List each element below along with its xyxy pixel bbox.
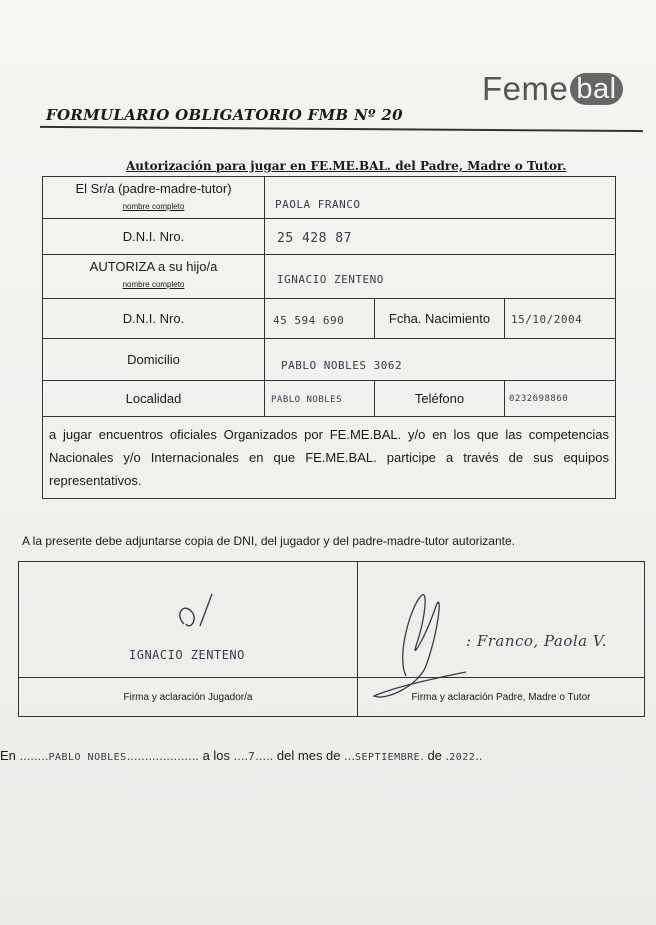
logo-badge: bal <box>570 73 622 105</box>
child-name-cell[interactable] <box>265 255 615 298</box>
table-row <box>43 299 615 339</box>
domicilio-label: Domicilio <box>127 352 180 367</box>
dni-copy-note: A la presente debe adjuntarse copia de DNI, del jugador y del padre-madre-tutor autorizante. <box>22 534 515 548</box>
tutor-dni-cell[interactable] <box>265 219 615 254</box>
child-name-value: IGNACIO ZENTENO <box>277 273 384 286</box>
table-row <box>43 339 615 381</box>
authorization-table <box>42 176 616 499</box>
domicilio-value-cell[interactable] <box>265 339 615 380</box>
localidad-label: Localidad <box>125 391 182 406</box>
tutor-sublabel: nombre completo <box>122 202 185 211</box>
table-row <box>43 381 615 417</box>
player-signature-caption: Firma y aclaración Jugador/a <box>19 677 357 716</box>
footer-day[interactable]: 7 <box>248 750 256 763</box>
dni-label: D.N.I. Nro. <box>122 229 185 244</box>
tutor-name-value: PAOLA FRANCO <box>275 198 361 211</box>
telefono-label: Teléfono <box>414 391 465 406</box>
autoriza-sublabel: nombre completo <box>122 280 185 289</box>
authorization-paragraph: a jugar encuentros oficiales Organizados por FE.ME.BAL. y/o en los que las competencias Nacionales y/o Internacionales en que FE.ME.BAL. participe a través de sus equipos representativos. <box>49 427 609 488</box>
dni2-label: D.N.I. Nro. <box>122 311 185 326</box>
tutor-signature-name: : Franco, Paola V. <box>466 632 607 650</box>
player-signature-area[interactable] <box>19 562 358 716</box>
footer-de: de <box>427 748 442 763</box>
localidad-label-cell <box>43 381 265 416</box>
autoriza-label-cell <box>43 255 265 298</box>
dni2-label-cell <box>43 299 265 338</box>
tutor-signature-area[interactable] <box>358 562 644 716</box>
authorization-subtitle: Autorización para jugar en FE.ME.BAL. del Padre, Madre o Tutor. <box>126 159 567 173</box>
birth-value-cell[interactable] <box>505 299 615 338</box>
birth-label: Fcha. Nacimiento <box>388 311 491 326</box>
table-row <box>43 219 615 255</box>
place-date-line: En ........PABLO NOBLES.................... a los ....7..... del mes de ...SEPTIEMBRE. de .2022.. <box>0 748 483 763</box>
tutor-label: El Sr/a (padre-madre-tutor) <box>75 181 232 196</box>
birth-label-cell <box>375 299 505 338</box>
dni-label-cell <box>43 219 265 254</box>
footer-year[interactable]: 2022 <box>449 752 476 763</box>
telefono-label-cell <box>375 381 505 416</box>
autoriza-label: AUTORIZA a su hijo/a <box>89 259 218 274</box>
femebal-logo <box>482 70 623 108</box>
footer-place[interactable]: PABLO NOBLES <box>48 752 127 763</box>
tutor-value-cell[interactable] <box>265 177 615 218</box>
table-row <box>43 255 615 299</box>
tutor-dni-value: 25 428 87 <box>277 231 352 246</box>
logo-text: Feme <box>482 70 569 107</box>
footer-mes: del mes de <box>276 748 341 763</box>
player-name-value: IGNACIO ZENTENO <box>129 648 245 662</box>
player-signature-mark <box>154 584 254 644</box>
domicilio-value: PABLO NOBLES 3062 <box>281 359 403 372</box>
footer-month[interactable]: SEPTIEMBRE <box>354 752 421 763</box>
localidad-value: PABLO NOBLES <box>271 395 343 405</box>
telefono-value: 0232698860 <box>509 394 569 404</box>
signature-box <box>18 561 645 717</box>
title-rule <box>40 126 643 132</box>
localidad-value-cell[interactable] <box>265 381 375 416</box>
tutor-label-cell <box>43 177 265 218</box>
telefono-value-cell[interactable] <box>505 381 615 416</box>
child-dni-value: 45 594 690 <box>273 314 345 327</box>
footer-a-los: a los <box>202 748 231 763</box>
child-dni-cell[interactable] <box>265 299 375 338</box>
domicilio-label-cell <box>43 339 265 380</box>
table-row <box>43 177 615 219</box>
tutor-signature-caption: Firma y aclaración Padre, Madre o Tutor <box>358 677 644 716</box>
birth-value: 15/10/2004 <box>511 313 583 326</box>
form-title: FORMULARIO OBLIGATORIO FMB Nº 20 <box>46 106 403 124</box>
footer-en: En <box>0 748 16 763</box>
